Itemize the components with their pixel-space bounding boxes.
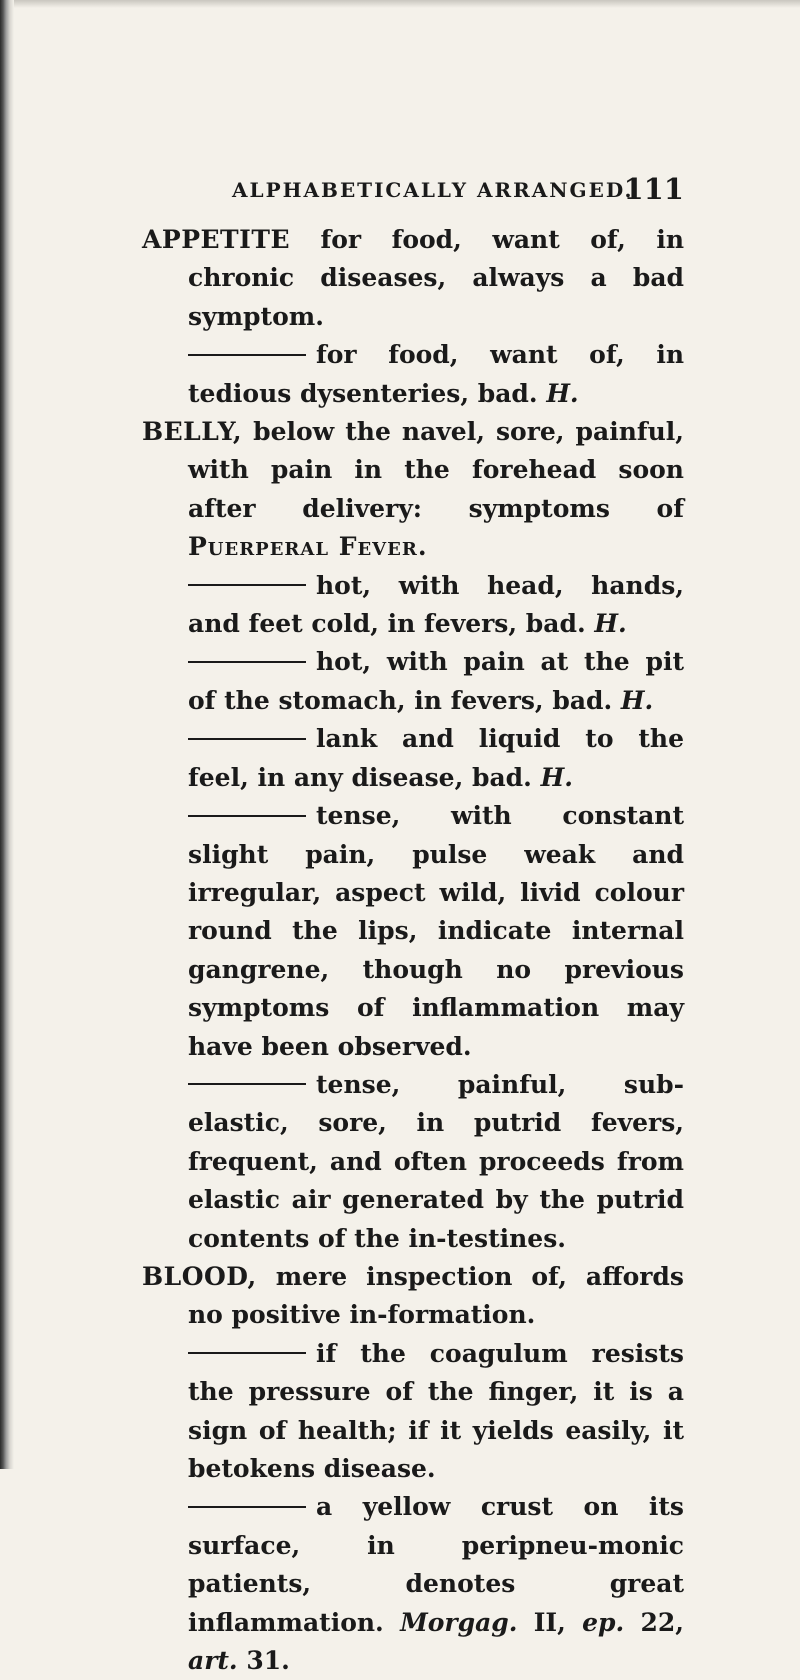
entry-text: tense, with constant slight pain, pulse weak and irregular, aspect wild, livid colour round the lips, indicate internal gangrene, though no previous symptoms of inflammation may have been observed. <box>188 801 684 1061</box>
citation-volume: II, <box>517 1607 583 1637</box>
entry-text: a yellow crust on its surface, in peripneu-monic patients, denotes great inflammation. <box>188 1492 684 1637</box>
entry-belly-hot-head <box>142 567 684 644</box>
ditto-dash <box>188 815 306 817</box>
entry-headword: APPETITE <box>142 225 291 254</box>
entry-belly-hot-stomach <box>142 643 684 720</box>
ditto-dash <box>188 1352 306 1354</box>
citation-art: art. <box>188 1646 238 1676</box>
entry-headword: BELLY, <box>142 417 243 447</box>
entry-citation: H. <box>620 685 654 715</box>
entry-appetite-dysenteries <box>142 336 684 413</box>
entry-citation: H. <box>546 378 579 408</box>
ditto-dash <box>188 354 306 356</box>
entry-tail: . <box>417 532 427 562</box>
ditto-dash <box>188 661 306 663</box>
entry-text: lank and liquid to the feel, in any disease, bad. <box>188 724 684 792</box>
ditto-dash <box>188 584 306 586</box>
ditto-dash <box>188 1506 306 1508</box>
citation-author: Morgag. <box>400 1607 518 1637</box>
entry-text: tense, painful, sub-elastic, sore, in putrid fevers, frequent, and often proceeds from elastic air generated by the putrid contents of the in-testines. <box>188 1069 684 1253</box>
ditto-dash <box>188 1083 306 1085</box>
entry-belly-tense-gangrene <box>142 797 684 1066</box>
entry-text: hot, with pain at the pit of the stomach, in fevers, bad. <box>188 647 684 715</box>
entry-text: hot, with head, hands, and feet cold, in fevers, bad. <box>188 570 684 639</box>
page-header <box>232 172 684 210</box>
ditto-dash <box>188 738 306 740</box>
entry-belly <box>142 413 684 567</box>
citation-art-number: 31. <box>237 1646 290 1676</box>
entry-text: mere inspection of, affords no positive in-formation. <box>188 1261 684 1330</box>
entry-text: for food, want of, in chronic diseases, always a bad symptom. <box>188 225 684 331</box>
entry-belly-lank <box>142 720 684 797</box>
entry-citation: H. <box>594 609 627 639</box>
citation-ep-number: 22, <box>624 1607 684 1637</box>
entry-belly-tense-putrid <box>142 1066 684 1258</box>
page-body <box>142 221 684 1680</box>
entry-citation: H. <box>540 762 573 792</box>
entry-appetite <box>142 221 684 336</box>
book-binding-edge <box>0 0 14 1469</box>
citation-ep: ep. <box>582 1607 625 1637</box>
entry-small-caps: Puerperal Fever <box>188 532 418 562</box>
page-number: 111 <box>623 172 684 206</box>
entry-text: for food, want of, in tedious dysenteries, bad. <box>188 340 684 408</box>
entry-text: if the coagulum resists the pressure of the finger, it is a sign of health; if it yields easily, it betokens disease. <box>188 1338 684 1483</box>
running-head: ALPHABETICALLY ARRANGED. <box>232 178 634 202</box>
entry-blood <box>142 1258 684 1335</box>
entry-text: below the navel, sore, painful, with pain in the forehead soon after delivery: symptoms of <box>188 417 684 523</box>
entry-headword: BLOOD, <box>142 1261 257 1291</box>
page-top-edge <box>14 0 800 8</box>
entry-blood-coagulum <box>142 1335 684 1489</box>
entry-blood-yellow-crust <box>142 1488 684 1680</box>
